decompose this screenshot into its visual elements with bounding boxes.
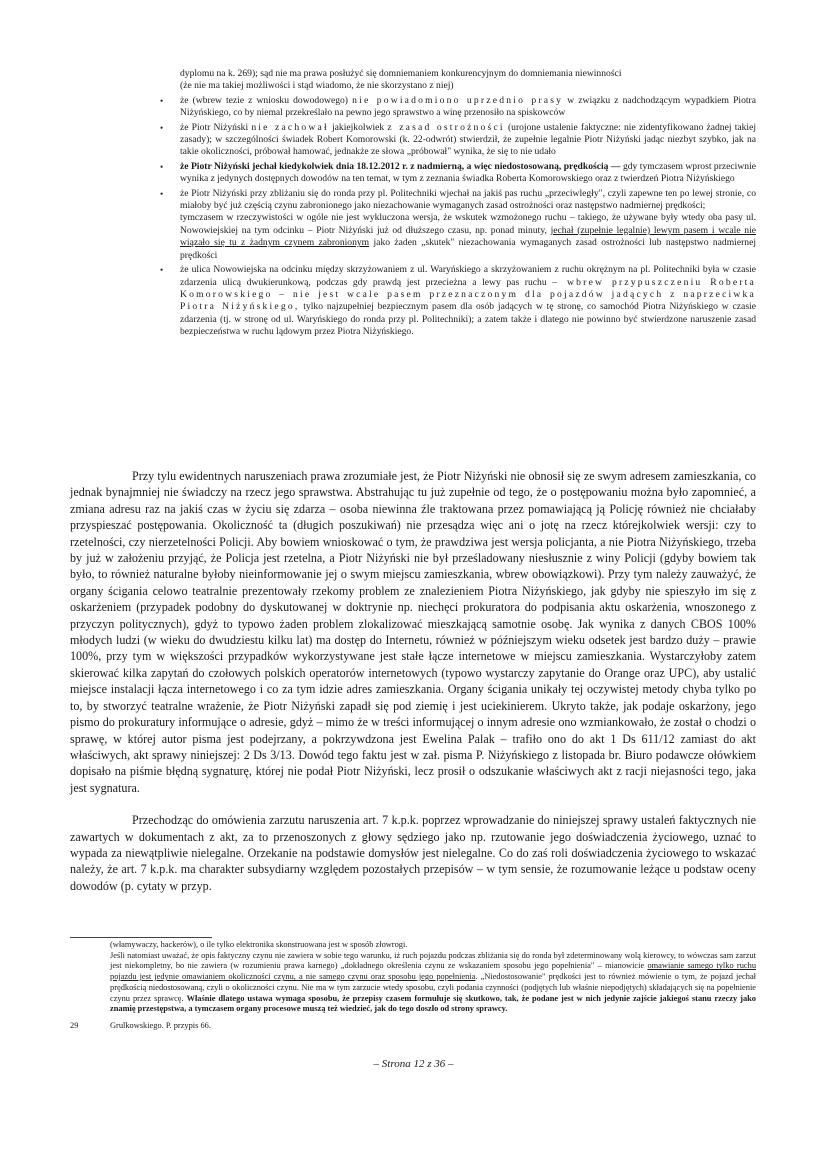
paragraph: Przy tylu ewidentnych naruszeniach prawa zrozumiałe jest, że Piotr Niżyński nie obnosił się ze swym adresem zamieszkania, co jednak bynajmniej nie świadczy na rzecz jego sprawstwa. Abstrahując tu już zupełnie od tego, że o postępowaniu można było zapomnieć, a zmiana adresu raz na jakiś czas w życiu się zdarza – osoba niewinna źle traktowana przez pomawiającą ją Policję również nie chciałaby przyspieszać postępowania. Okoliczność ta (długich poszukiwań) nie przesądza więc ani o jotę na rzecz którejkolwiek wersji: czy to rzetelności, czy nierzetelności Policji. Aby bowiem wnioskować o tym, że prawdziwa jest wersja policjanta, a nie Piotra Niżyńskiego, trzeba by już w założeniu przyjąć, że Policja jest rzetelna, a Piotr Niżyński nie był prześladowany niesłusznie z winy Policji (gdyby bowiem tak było, to również naturalne byłoby nieinformowanie jej o swym miejscu zamieszkania, wbrew obowiązkowi). Przy tym należy zauważyć, że organy ścigania celowo teatralnie prezentowały rzekomy problem ze znalezieniem Piotra Niżyńskiego, jak gdyby nie spieszyło im się z oskarżeniem (przypadek podobny do dyskutowanej w doktrynie np. niechęci prokuratora do podpisania aktu oskarżenia, wnoszonego z przyczyn politycznych), gdyż to typowo żaden problem zlokalizować mieszkającą samotnie osobę. Jak wynika z danych CBOS 100% młodych ludzi (w wieku do dwudziestu kilku lat) ma dostęp do Internetu, również w późniejszym wieku odsetek jest bardzo duży – prawie 100%, przy tym w większości przypadków wykorzystywane jest stałe łącze internetowe w miejscu zamieszkania. Wystarczyłoby zatem skierować kilka zapytań do czołowych polskich operatorów internetowych (typowo wystarczy zapytanie do Orange oraz UPC), aby ustalić miejsce instalacji łącza internetowego i co za tym idzie adres zamieszkania. Organy ścigania unikały tej oczywistej metody chyba tylko po to, by stworzyć teatralne wrażenie, że Piotr Niżyński zapadł się pod ziemię i jest uciekinierem. Ukryto także, jak podaje oskarżony, jego pismo do prokuratury informujące o adresie, gdyż – mimo że w treści informującej o innym adresie ono wzmiankowało, że został o chodzi o sprawę, w której autor pisma jest podejrzany, a pokrzywdzona jest Ewelina Palak – trafiło ono do akt 1 Ds 611/12 zamiast do akt właściwych, akt sprawy niniejszej: 2 Ds 3/13. Dowód tego faktu jest w zał. pisma P. Niżyńskiego z listopada br. Biuro podawcze ołówkiem dopisało na piśmie błędną sygnaturę, której nie podał Piotr Niżyński, lecz prosił o odszukanie właściwych akt z racji niejasności tego, jaka jest sygnatura. [70,469,756,795]
spaced-emphasis: – wbrew przypuszczeniu Roberta Komorowskiego – nie jest wcale pasem przeznaczonym dla pojazdów jadących z naprzeciwka Piotra Niżyńskiego, [180,276,756,313]
bullet-item: • że ulica Nowowiejska na odcinku między skrzyżowaniem z ul. Waryńskiego a skrzyżowaniem z ruchu okrężnym na pl. Politechniki była w czasie zdarzenia ulicą dwukierunkową, podczas gdy prawdą jest przecieżna a lewy pas ruchu – wbrew przypuszczeniu Roberta Komorowskiego – nie jest wcale pasem przeznaczonym dla pojazdów jadących z naprzeciwka Piotra Niżyńskiego, tylko najzupełniej bezpiecznym pasem dla osób jadących w tę stronę, co samochód Piotra Niżyńskiego w czasie zdarzenia (tj. w stronę od ul. Waryńskiego do ronda przy pl. Politechniki); a zatem także i dlatego nie powinno być stwierdzone naruszenie zasad bezpieczeństwa w ruchu lądowym przez Piotra Niżyńskiego. [160,264,756,338]
underlined-text: omawianie samego tylko ruchu pojazdu jest jedynie omawianiem okoliczności czynu, a nie samego czynu oraz sposobu jego popełnienia [110,961,757,982]
bullet-icon: • [160,95,164,106]
spaced-emphasis: nie powiadomiono uprzednio prasy [352,94,564,106]
bullet-icon: • [160,265,164,276]
underlined-text: jechał (zupełnie legalnie) lewym pasem i wcale nie wiązało się tu z żadnym czynem zabronionym [180,224,756,249]
main-body [70,468,756,894]
bullet-item: • że Piotr Niżyński przy zbliżaniu się do ronda przy pl. Politechniki wjechał na jakiś pas ruchu „przeciwległy", czyli zapewne ten po lewej stronie, co miałoby być już częścią czynu zabronionego jako niezachowanie wymaganych zasad ostrożności oraz następstwo nadmiernej prędkości; tymczasem w rzeczywistości w ogóle nie jest wykluczona wersja, że wskutek wzmożonego ruchu – takiego, że używane były wtedy oba pasy ul. Nowowiejskiej na tym odcinku – Piotr Niżyński już od dłuższego czasu, np. ponad minuty, jechał (zupełnie legalnie) lewym pasem i wcale nie wiązało się tu z żadnym czynem zabronionym jako żaden „skutek" niezachowania wymaganych zasad ostrożności lub następstwo nadmiernej prędkości [160,187,756,261]
footnote-continuation: (włamywaczy, hackerów), o ile tylko elektronika skonstruowana jest w sposób złowrogi. Jeśli natomiast uważać, że opis faktyczny czynu nie zawiera w sobie tego warunku, iż ruch pojazdu podczas zbliżania się do ronda był zdeterminowany wolą kierowcy, to wówczas sam zarzut jest niekompletny, bo nie zawiera (w rozumieniu prawa karnego) „dokładnego określenia czynu ze wskazaniem sposobu jego popełnienia" – mianowicie omawianie samego tylko ruchu pojazdu jest jedynie omawianiem okoliczności czynu, a nie samego czynu oraz sposobu jego popełnienia. „Niedostosowanie" prędkości jest to również mówienie o tym, że pojazd jechał prędkością niedostosowaną, czyli o okoliczności czynu. Nie ma w tym zarzucie wtedy sposobu, czyli podania czynności (podjętych lub właśnie niepodjętych) składających się na popełnienie czynu przez sprawcę. Właśnie dlatego ustawa wymaga sposobu, że przepisy czasem formułuje się skutkowo, tak, że podane jest w nich jedynie zajście jakiegoś stanu rzeczy jako znamię przestępstwa, a tymczasem organy procesowe muszą też wiedzieć, jak do tego doszło od strony sprawcy. [110,940,757,1014]
intro-line-1: dyplomu na k. 269); sąd nie ma prawa posłużyć się domniemaniem konkurencyjnym do domniemania niewinności [180,68,622,79]
footnote-divider [70,937,212,938]
bullet-continuation [180,68,756,93]
footnotes [70,940,756,1032]
bold-statement: że Piotr Niżyński jechał kiedykolwiek dnia 18.12.2012 r. z nadmierną, a więc niedostosowaną, prędkością — [180,160,621,172]
footnote-text: Grulkowskiego. P. przypis 66. [110,1020,211,1030]
bullet-item: • że (wbrew tezie z wniosku dowodowego) nie powiadomiono uprzednio prasy w związku z nadchodzącym wypadkiem Piotra Niżyńskiego, co by niemal przekreślało na pewno jego sprawstwo a winę przenosiło na spiskowców [160,94,757,119]
page-number: – Strona 12 z 36 – [373,1058,454,1070]
footnote-29 [70,1021,756,1032]
spaced-emphasis: nie zachował [251,121,329,133]
bold-statement: Właśnie dlatego ustawa wymaga sposobu, że przepisy czasem formułuje się skutkowo, tak, że podane jest w nich jedynie zajście jakiegoś stanu rzeczy jako znamię przestępstwa, a tymczasem organy procesowe muszą też wiedzieć, jak do tego doszło od strony sprawcy. [110,993,756,1014]
bullet-item: • że Piotr Niżyński nie zachował jakiejkolwiek z zasad ostrożności (urojone ustalenie faktyczne: nie zidentyfikowano żadnej takiej zasady); w szczególności świadek Robert Komorowski (k. 22-odwrót) stwierdził, że zupełnie legalnie Piotr Niżyński jadąc niezbyt szybko, jak na takie okoliczności, próbował hamować, jednakże ze słowa „próbował" wynika, że się to nie udało [160,121,757,158]
bullet-icon: • [160,122,164,133]
footnote-number: 29 [70,1020,79,1030]
bullet-icon: • [160,188,164,199]
paragraph: Przechodząc do omówienia zarzutu naruszenia art. 7 k.p.k. poprzez wprowadzanie do niniejszej sprawy ustaleń faktycznych nie zawartych w dokumentach z akt, za to przenoszonych z głowy sędziego jako np. rzutowanie jego doświadczenia życiowego, uznać to wypada za niewątpliwie nielegalne. Orzekanie na podstawie domysłów jest nielegalne. Co do zaś roli doświadczenia życiowego to wskazać należy, że art. 7 k.p.k. ma charakter subsydiarny względem pozostałych przepisów – w tym sensie, że rozumowanie leżące u podstaw oceny dowodów (p. cytaty w przyp. [70,813,756,893]
intro-line-2: (że nie ma takiej możliwości i stąd wiadomo, że nie skorzystano z niej) [180,80,454,92]
bullet-list [160,68,756,339]
bullet-icon: • [160,161,164,172]
bullet-item: • że Piotr Niżyński jechał kiedykolwiek dnia 18.12.2012 r. z nadmierną, a więc niedostosowaną, prędkością — gdy tymczasem wprost przeciwnie wynika z jedynych dostępnych dowodów na ten temat, w tym z zeznania świadka Roberta Komorowskiego oraz z twierdzeń Piotra Niżyńskiego [160,160,756,185]
spaced-emphasis: z zasad ostrożności [387,121,505,133]
